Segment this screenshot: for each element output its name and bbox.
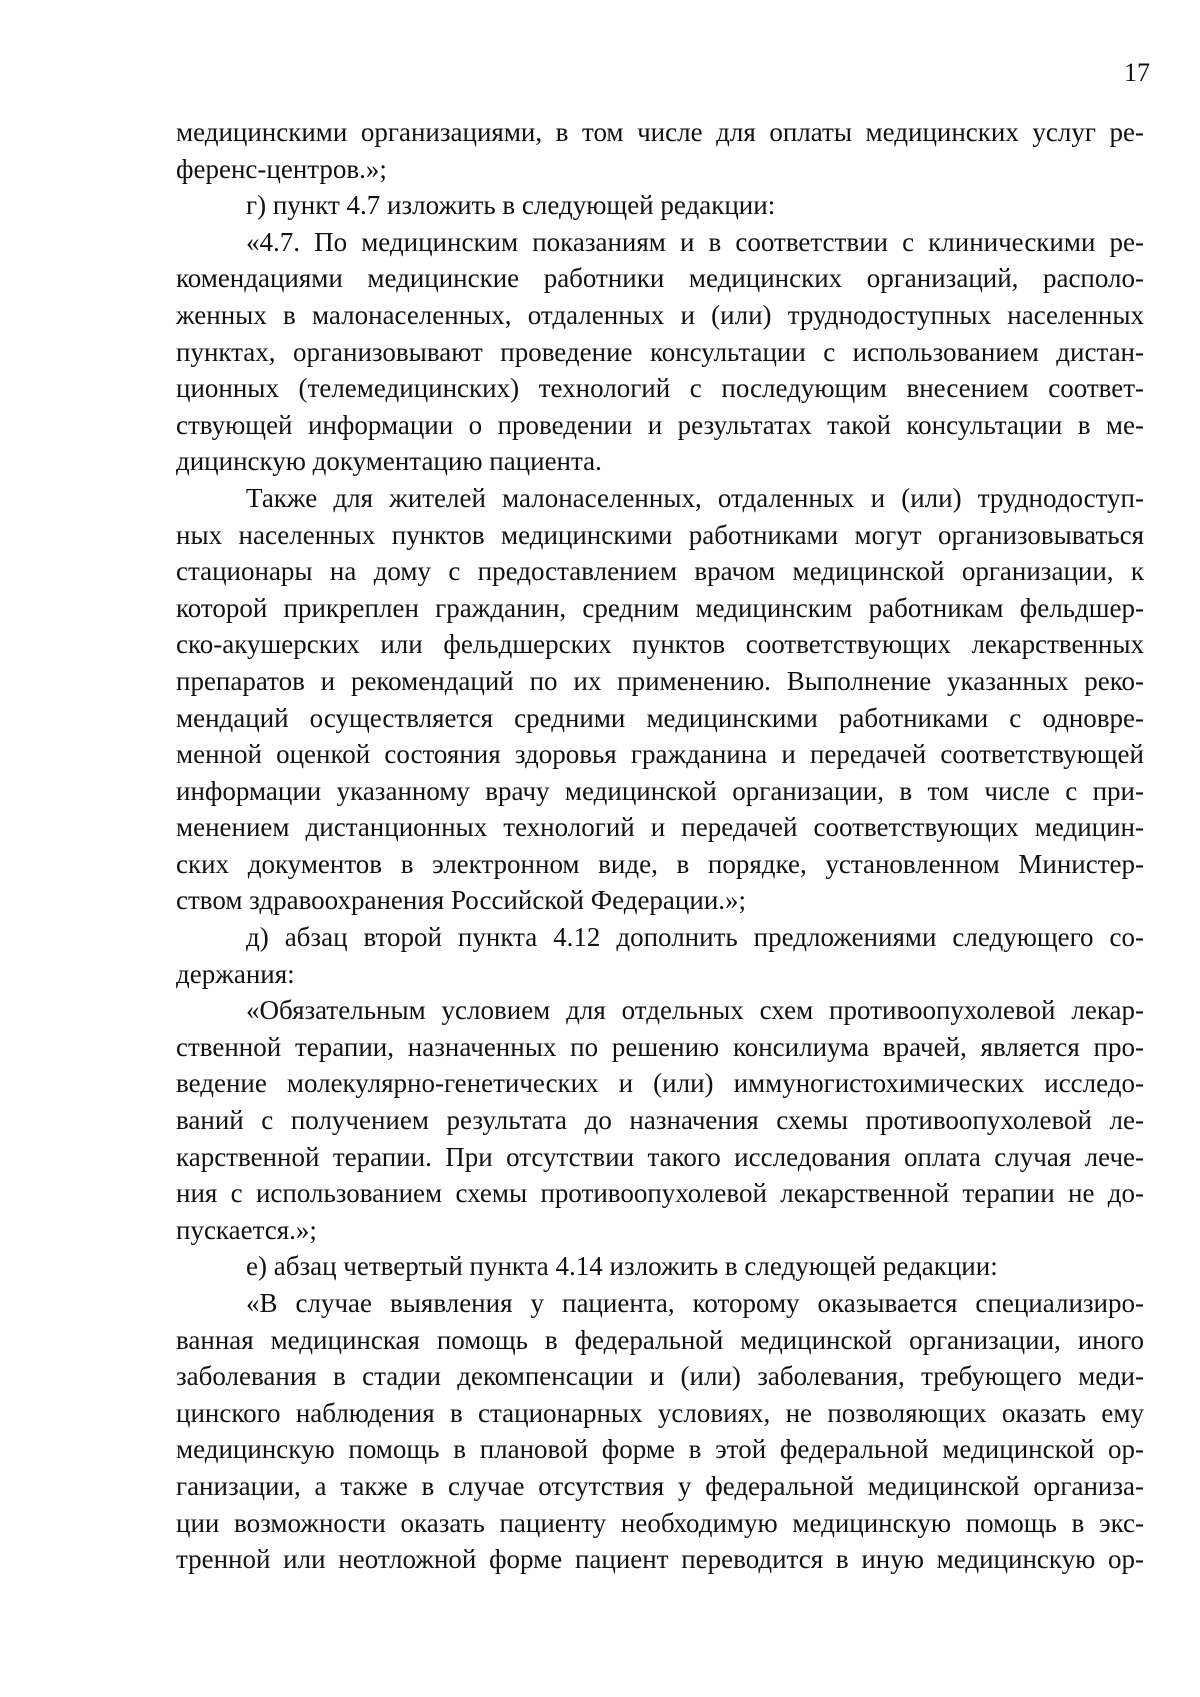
text-line: карственной терапии. При отсутствии такого исследования оплата случая лече- — [176, 1141, 1144, 1172]
text-line: «В случае выявления у пациента, которому оказывается специализиро- — [246, 1288, 1144, 1318]
text-line: информации указанному врачу медицинской организации, в том числе с при- — [176, 775, 1144, 806]
text-line: стационары на дому с предоставлением врачом медицинской организации, к — [176, 556, 1144, 587]
text-line: дицинскую документацию пациента. — [176, 446, 602, 477]
text-line: пускается.»; — [176, 1214, 317, 1245]
page-number: 17 — [1124, 58, 1150, 87]
text-line: г) пункт 4.7 изложить в следующей редакции: — [246, 190, 776, 221]
text-line: держания: — [176, 958, 295, 989]
text-line: ваний с получением результата до назначения схемы противоопухолевой ле- — [176, 1105, 1144, 1136]
text-line: ния с использованием схемы противоопухолевой лекарственной терапии не до- — [176, 1178, 1144, 1209]
text-line: которой прикреплен гражданин, средним медицинским работникам фельдшер- — [176, 592, 1144, 623]
text-line: менением дистанционных технологий и передачей соответствующих медицин- — [176, 812, 1144, 843]
text-line: женных в малонаселенных, отдаленных и (или) труднодоступных населенных — [176, 299, 1144, 330]
text-line: цинского наблюдения в стационарных условиях, не позволяющих оказать ему — [176, 1397, 1144, 1428]
text-line: комендациями медицинские работники медицинских организаций, располо- — [176, 263, 1144, 294]
text-line: д) абзац второй пункта 4.12 дополнить предложениями следующего со- — [246, 922, 1144, 953]
text-line: ственной терапии, назначенных по решению консилиума врачей, является про- — [176, 1031, 1144, 1062]
text-line: ных населенных пунктов медицинскими работниками могут организовываться — [176, 519, 1144, 550]
text-line: ционных (телемедицинских) технологий с последующим внесением соответ- — [176, 373, 1144, 404]
text-line: менной оценкой состояния здоровья гражданина и передачей соответствующей — [176, 739, 1144, 770]
text-line: «4.7. По медицинским показаниям и в соответствии с клиническими ре- — [246, 226, 1144, 257]
text-line: пунктах, организовывают проведение консультации с использованием дистан- — [176, 336, 1144, 367]
text-line: медицинскими организациями, в том числе для оплаты медицинских услуг ре- — [176, 117, 1144, 147]
text-line: ции возможности оказать пациенту необходимую медицинскую помощь в экс- — [176, 1507, 1144, 1538]
text-line: ствующей информации о проведении и результатах такой консультации в ме- — [176, 409, 1144, 440]
text-line: ско-акушерских или фельдшерских пунктов соответствующих лекарственных — [176, 629, 1144, 660]
text-line: ством здравоохранения Российской Федерации.»; — [176, 885, 747, 916]
text-line: медицинскую помощь в плановой форме в этой федеральной медицинской ор- — [176, 1434, 1144, 1465]
text-line: Также для жителей малонаселенных, отдаленных и (или) труднодоступ- — [246, 482, 1144, 513]
text-line: заболевания в стадии декомпенсации и (или) заболевания, требующего меди- — [176, 1361, 1144, 1392]
text-line: мендаций осуществляется средними медицинскими работниками с одновре- — [176, 702, 1144, 733]
text-line: е) абзац четвертый пункта 4.14 изложить в следующей редакции: — [246, 1251, 998, 1282]
document-body — [176, 114, 1144, 1578]
text-line: ганизации, а также в случае отсутствия у федеральной медицинской организа- — [176, 1470, 1144, 1501]
text-line: «Обязательным условием для отдельных схем противоопухолевой лекар- — [246, 995, 1144, 1026]
text-line: ванная медицинская помощь в федеральной медицинской организации, иного — [176, 1324, 1144, 1355]
text-line: тренной или неотложной форме пациент переводится в иную медицинскую ор- — [176, 1544, 1144, 1575]
text-line: ференс-центров.»; — [176, 153, 387, 184]
text-line: ских документов в электронном виде, в порядке, установленном Министер- — [176, 848, 1144, 879]
text-line: препаратов и рекомендаций по их применению. Выполнение указанных реко- — [176, 665, 1144, 696]
text-line: ведение молекулярно-генетических и (или) иммуногистохимических исследо- — [176, 1068, 1144, 1099]
